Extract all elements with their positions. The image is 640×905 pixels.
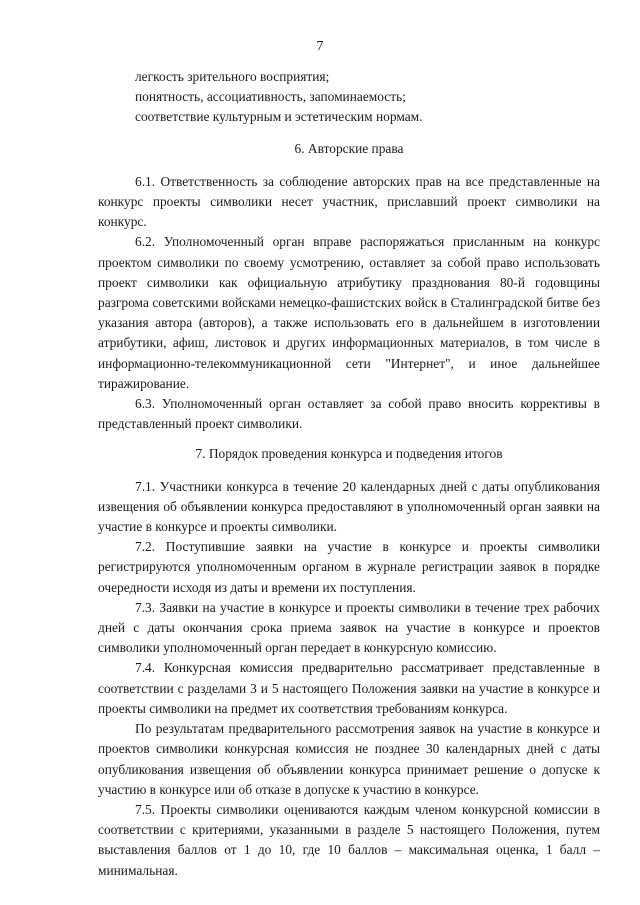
page-content — [98, 67, 600, 881]
paragraph-7-4-continuation: По результатам предварительного рассмотрения заявок на участие в конкурсе и проектов символики конкурсная комиссия не позднее 30 календарных дней с даты опубликования извещения об объявлении конкурса принимает решение о допуске к участию в конкурсе или об отказе в допуске к участию в конкурсе. — [98, 721, 600, 797]
paragraph-7-4: 7.4. Конкурсная комиссия предварительно рассматривает представленные в соответствии с разделами 3 и 5 настоящего Положения заявки на участие в конкурсе и проекты символики на предмет их соответствия требованиям конкурса. — [98, 660, 600, 716]
paragraph-6-1: 6.1. Ответственность за соблюдение авторских прав на все представленные на конкурс проекты символики несет участник, приславший проект символики на конкурс. — [98, 173, 600, 230]
criteria-item: понятность, ассоциативность, запоминаемость; — [135, 89, 406, 105]
paragraph-7-2: 7.2. Поступившие заявки на участие в конкурсе и проекты символики регистрируются уполномоченным органом в журнале регистрации заявок в порядке очередности исходя из даты и времени их поступления. — [98, 539, 600, 595]
paragraph-7-5: 7.5. Проекты символики оцениваются каждым членом конкурсной комиссии в соответствии с критериями, указанными в разделе 5 настоящего Положения, путем выставления баллов от 1 до 10, где 10 баллов – максимальная оценка, 1 балл – минимальная. — [98, 801, 600, 878]
criteria-item: легкость зрительного восприятия; — [135, 69, 330, 84]
criteria-item: соответствие культурным и эстетическим нормам. — [135, 109, 423, 125]
paragraph-7-3: 7.3. Заявки на участие в конкурсе и проекты символики в течение трех рабочих дней с даты окончания срока приема заявок на участие в конкурсе и проектов символики уполномоченный орган передает в конкурсную комиссию. — [98, 599, 600, 656]
paragraph-6-2: 6.2. Уполномоченный орган вправе распоряжаться присланным на конкурс проектом символики по своему усмотрению, оставляет за собой право использовать проект символики как официальную атрибутику празднования 80-й годовщины разгрома советскими войсками немецко-фашистских войск в Сталинградской битве без указания автора (авторов), а также использовать его в дальнейшем в изготовлении атрибутики, афиш, листовок и других информационных материалов, в том числе в информационно-телекоммуникационной сети "Интернет", и иное дальнейшее тиражирование. — [98, 234, 600, 391]
section-6-title: 6. Авторские права — [294, 140, 404, 156]
section-7-title: 7. Порядок проведения конкурса и подведения итогов — [195, 446, 503, 462]
paragraph-6-3: 6.3. Уполномоченный орган оставляет за собой право вносить коррективы в представленный проект символики. — [98, 396, 600, 432]
page-number: 7 — [316, 39, 324, 54]
paragraph-7-1: 7.1. Участники конкурса в течение 20 календарных дней с даты опубликования извещения об объявлении конкурса предоставляют в уполномоченный орган заявки на участие в конкурсе и проекты символики. — [98, 478, 600, 535]
